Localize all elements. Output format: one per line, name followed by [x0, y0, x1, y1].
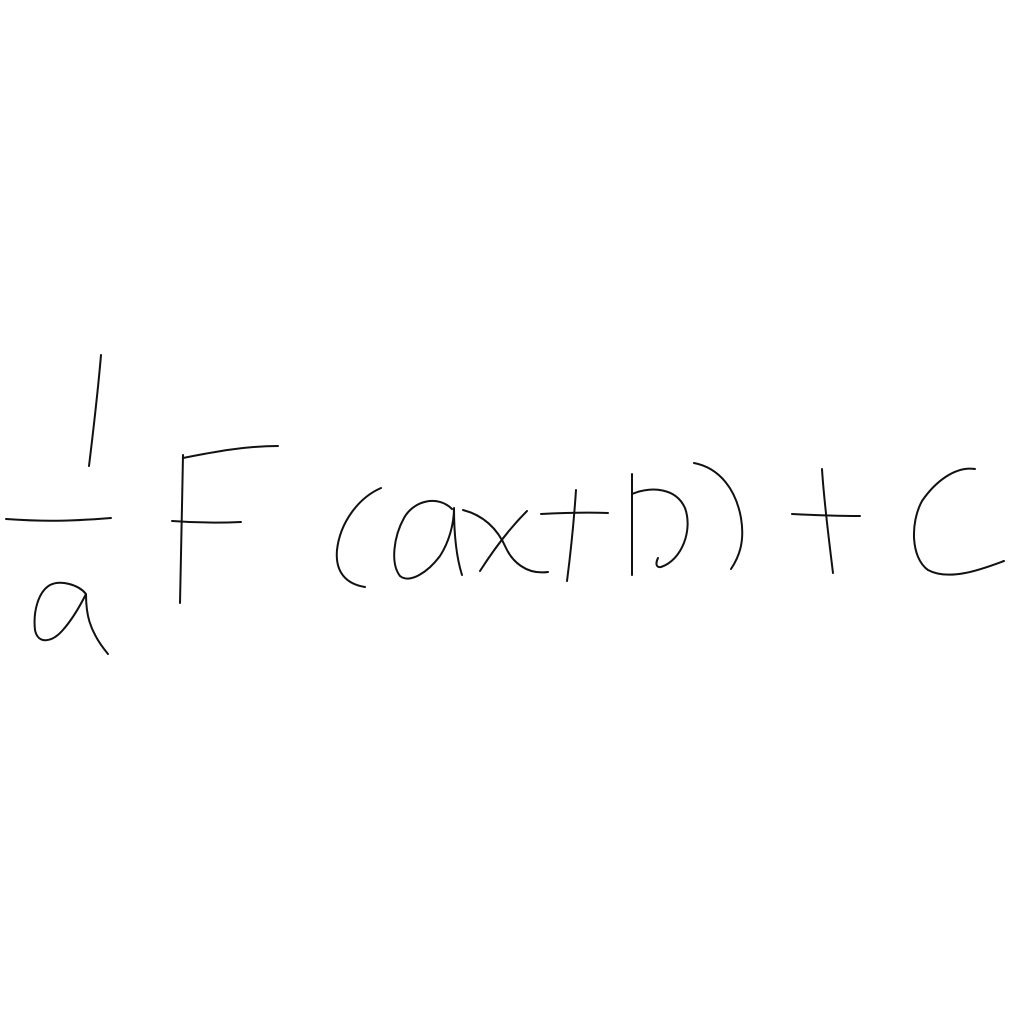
letter-f-top	[183, 446, 278, 458]
left-parenthesis	[337, 488, 381, 587]
denominator-a	[35, 583, 108, 654]
fraction-bar	[6, 518, 111, 521]
letter-a	[394, 501, 462, 579]
letter-b-bowl	[632, 490, 688, 567]
right-parenthesis	[694, 463, 742, 569]
inner-plus-vertical	[567, 490, 576, 581]
letter-c	[914, 469, 1004, 575]
letter-f-middle	[172, 521, 241, 523]
letter-f-stem	[180, 455, 183, 603]
letter-x-stroke-1	[463, 510, 548, 572]
numerator-one	[89, 355, 101, 466]
outer-plus-vertical	[822, 469, 833, 573]
